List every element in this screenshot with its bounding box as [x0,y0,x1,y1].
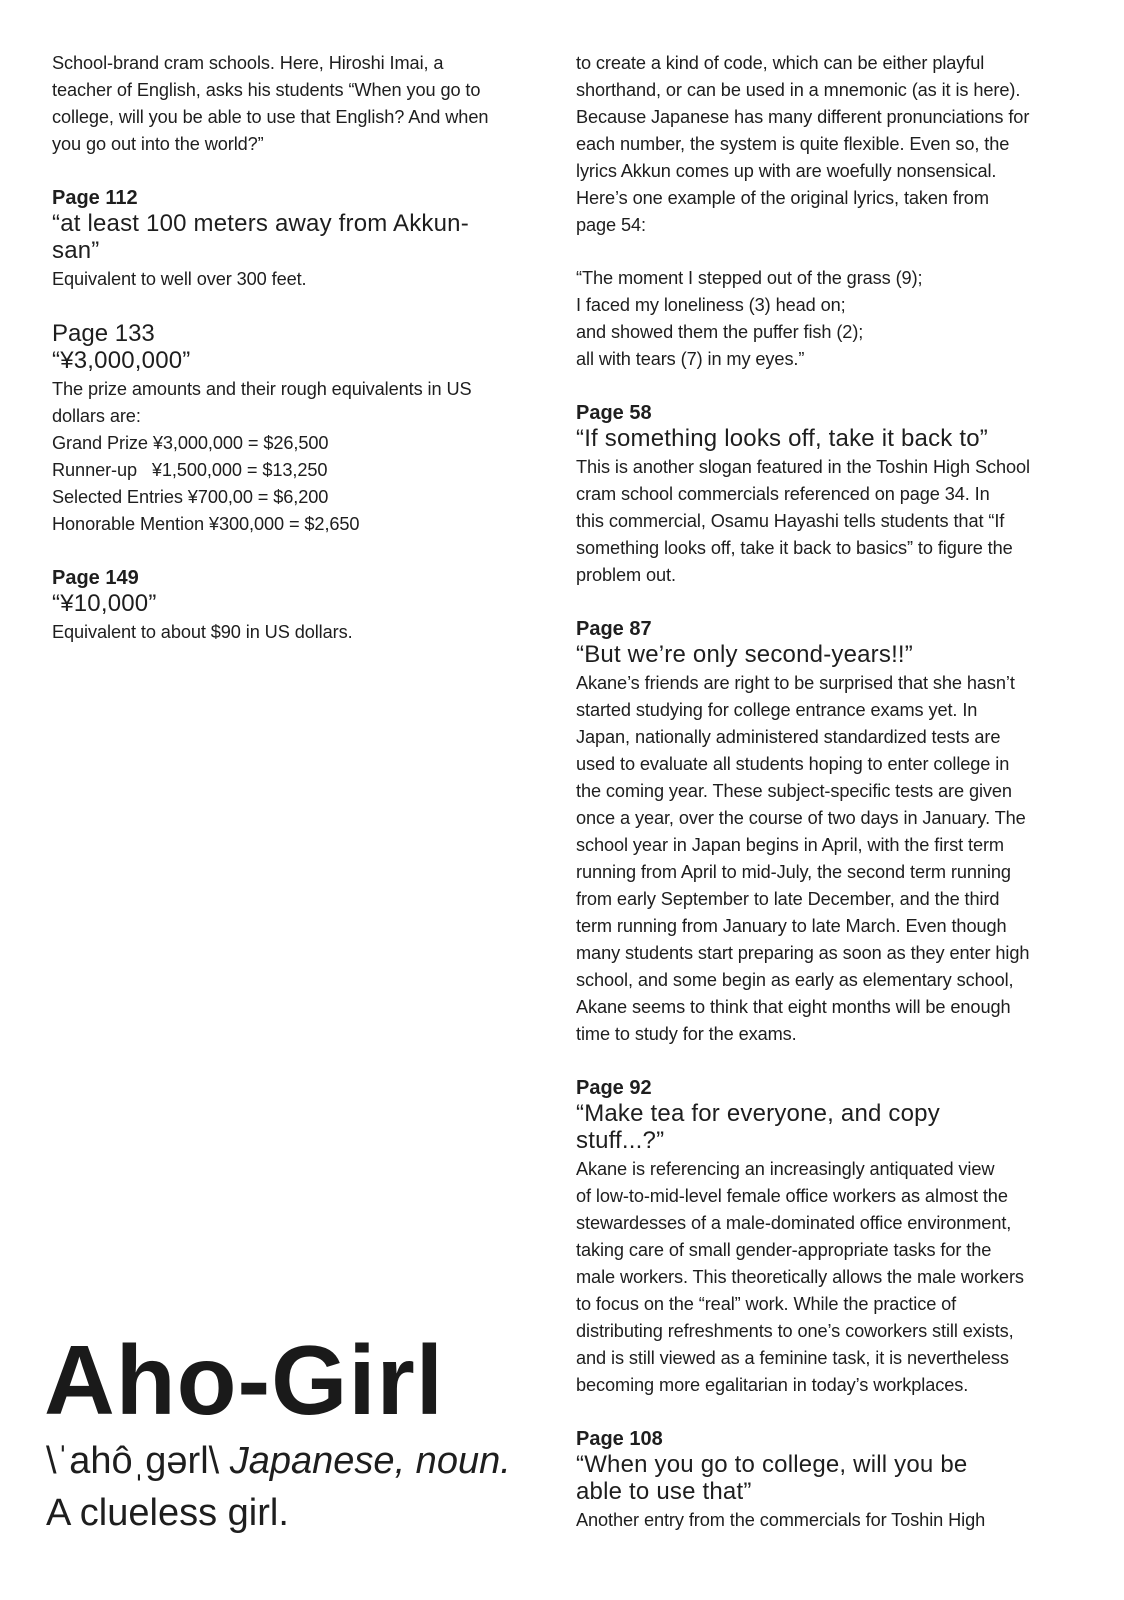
entry-page-number: Page 112 [52,187,138,209]
entry-page-133 [52,321,522,538]
entry-quote: “But we’re only second-years!!” [576,641,913,668]
entry-quote: “Make tea for everyone, and copy stuff...?” [576,1100,940,1154]
entry-page-number: Page 133 [52,320,155,347]
lyrics-block: “The moment I stepped out of the grass (9); I faced my loneliness (3) head on; and showed them the puffer fish (2); all with tears (7) in my eyes.” [576,268,923,369]
right-intro: to create a kind of code, which can be either playful shorthand, or can be used in a mnemonic (as it is here). Because Japanese has many different pronunciations for each number, the system is quite flexible. Even so, the lyrics Akkun comes up with are woefully nonsensical. Here’s one example of the original lyrics, taken from page 54: [576,53,1030,235]
entry-page-149 [52,566,522,646]
entry-quote: “at least 100 meters away from Akkun- san” [52,210,469,264]
brand-title: Aho-Girl [44,1325,444,1435]
entry-body: The prize amounts and their rough equivalents in US dollars are: Grand Prize ¥3,000,000 = $26,500 Runner-up ¥1,500,000 = $13,250 Selected Entries ¥700,00 = $6,200 Honorable Mention ¥300,000 = $2,650 [52,379,472,534]
entry-quote: “When you go to college, will you be able to use that” [576,1451,968,1505]
brand-pronunciation-line [46,1438,564,1484]
entry-page-number: Page 87 [576,618,652,640]
brand-definition: A clueless girl. [46,1492,289,1534]
entry-body: Equivalent to about $90 in US dollars. [52,622,353,642]
entry-quote: “If something looks off, take it back to” [576,425,988,452]
entry-page-number: Page 108 [576,1428,663,1450]
entry-body: Equivalent to well over 300 feet. [52,269,307,289]
entry-page-108 [576,1427,1056,1534]
entry-body: Akane is referencing an increasingly antiquated view of low-to-mid-level female office workers as almost the stewardesses of a male-dominated office environment, taking care of small gender-appropriate tasks for the male workers. This theoretically allows the male workers to focus on the “real” work. While the practice of distributing refreshments to one’s coworkers still exists, and is still viewed as a feminine task, it is nevertheless becoming more egalitarian in today’s workplaces. [576,1159,1024,1395]
entry-page-58 [576,401,1056,589]
entry-body: Akane’s friends are right to be surprised that she hasn’t started studying for college entrance exams yet. In Japan, nationally administered standardized tests are used to evaluate all students hoping to enter college in the coming year. These subject-specific tests are given once a year, over the course of two days in January. The school year in Japan begins in April, with the first term running from April to mid-July, the second term running from early September to late December, and the third term running from January to late March. Even though many students start preparing as soon as they enter high school, and some begin as early as elementary school, Akane seems to think that eight months will be enough time to study for the exams. [576,673,1030,1044]
entry-page-87 [576,617,1056,1048]
left-column [52,50,522,646]
entry-page-92 [576,1076,1056,1399]
right-column [576,50,1056,1534]
entry-body: This is another slogan featured in the Toshin High School cram school commercials referenced on page 34. In this commercial, Osamu Hayashi tells students that “If something looks off, take it back to basics” to figure the problem out. [576,457,1030,585]
brand-pronunciation: \ˈahôˌgərl\ [46,1440,220,1482]
left-intro: School-brand cram schools. Here, Hiroshi Imai, a teacher of English, asks his students “When you go to college, will you be able to use that English? And when you go out into the world?” [52,53,489,154]
entry-page-number: Page 58 [576,402,652,424]
entry-page-number: Page 149 [52,567,139,589]
entry-quote: “¥3,000,000” [52,347,191,374]
brand-part-of-speech: Japanese, noun. [229,1440,511,1482]
brand-block [44,1325,564,1536]
entry-body: Another entry from the commercials for Toshin High [576,1510,986,1530]
entry-page-112 [52,186,522,293]
entry-quote: “¥10,000” [52,590,157,617]
entry-page-number: Page 92 [576,1077,652,1099]
